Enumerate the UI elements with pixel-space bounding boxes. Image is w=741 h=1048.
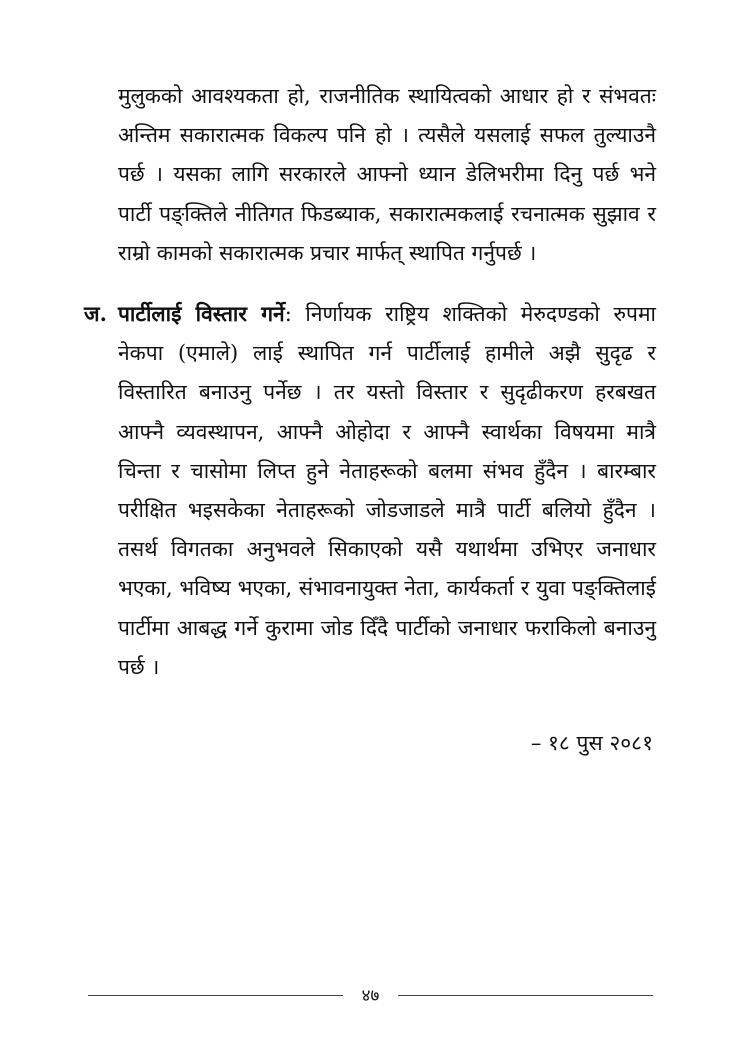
date-signoff: – १८ पुस २०८१ [530,731,653,755]
intro-paragraph: मुलुकको आवश्यकता हो, राजनीतिक स्थायित्वको आधार हो र संभवतः अन्तिम सकारात्मक विकल्प पनि हो । त्यसैले यसलाई सफल तुल्याउनै पर्छ । यसका लागि सरकारले आफ्नो ध्यान डेलिभरीमा दिनु पर्छ भने पार्टी पङ्क्तिले नीतिगत फिडब्याक, सकारात्मकलाई रचनात्मक सुझाव र राम्रो कामको सकारात्मक प्रचार मार्फत् स्थापित गर्नुपर्छ । [118,84,656,265]
section-body: : निर्णायक राष्ट्रिय शक्तिको मेरुदण्डको रुपमा नेकपा (एमाले) लाई स्थापित गर्न पार्टीलाई हामीले अझै सुदृढ र विस्तारित बनाउनु पर्नेछ । तर यस्तो विस्तार र सुदृढीकरण हरबखत आफ्नै व्यवस्थापन, आफ्नै ओहोदा र आफ्नै स्वार्थका विषयमा मात्रै चिन्ता र चासोमा लिप्त हुने नेताहरूको बलमा संभव हुँदैन । बारम्बार परीक्षित भइसकेका नेताहरूको जोडजाडले मात्रै पार्टी बलियो हुँदैन । तसर्थ विगतका अनुभवले सिकाएको यसै यथार्थमा उभिएर जनाधार भएका, भविष्य भएका, संभावनायुक्त नेता, कार्यकर्ता र युवा पङ्क्तिलाई पार्टीमा आबद्ध गर्ने कुरामा जोड दिँदै पार्टीको जनाधार फराकिलो बनाउनु पर्छ । [118,302,656,679]
footer-rule-right [398,995,653,996]
section-marker: ज. [84,301,107,326]
section-ja-paragraph [84,294,656,687]
section-heading: पार्टीलाई विस्तार गर्ने [118,301,285,326]
page-number: ४७ [361,986,380,1006]
page-footer [88,984,653,1008]
